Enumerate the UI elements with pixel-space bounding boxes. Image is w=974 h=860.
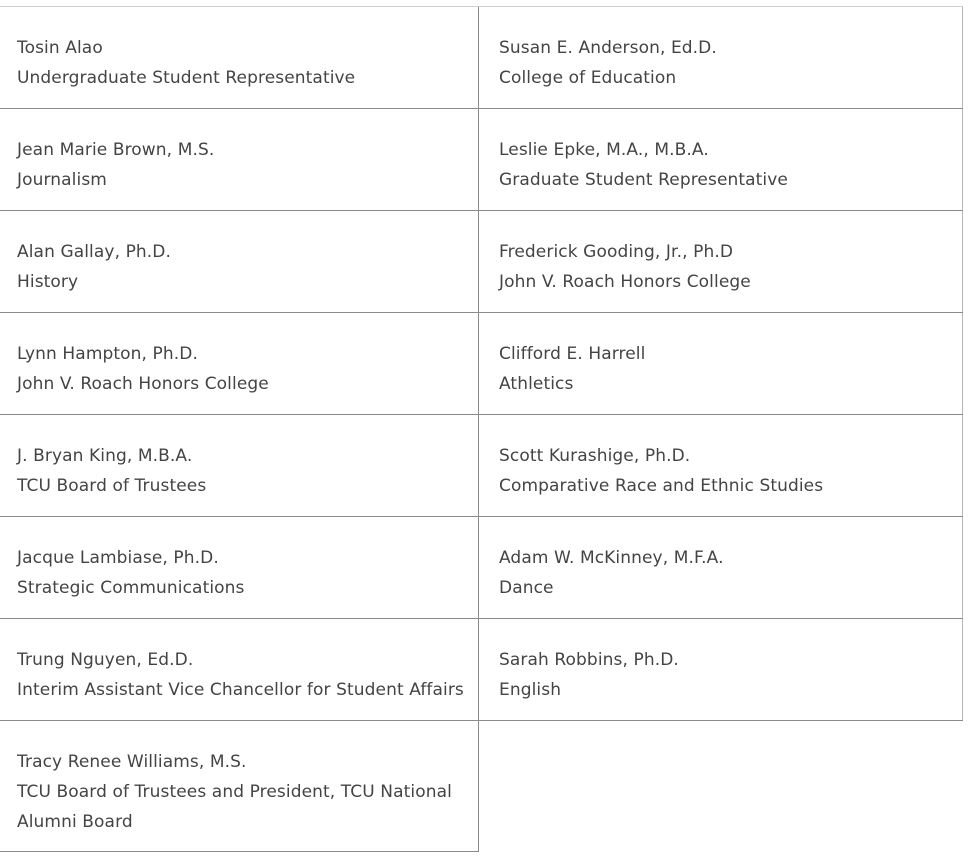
member-department: Comparative Race and Ethnic Studies — [499, 476, 824, 496]
member-name: Adam W. McKinney, M.F.A. — [499, 548, 724, 568]
member-name: Sarah Robbins, Ph.D. — [499, 650, 679, 670]
members-table — [0, 6, 963, 852]
member-name: Tracy Renee Williams, M.S. — [17, 752, 247, 772]
member-name: Frederick Gooding, Jr., Ph.D — [499, 242, 734, 262]
member-name: Trung Nguyen, Ed.D. — [17, 650, 194, 670]
member-cell — [0, 721, 479, 851]
member-name: Lynn Hampton, Ph.D. — [17, 344, 198, 364]
member-department: Dance — [499, 578, 554, 598]
member-cell — [479, 109, 963, 210]
table-row — [0, 313, 963, 415]
member-cell — [479, 415, 963, 516]
member-cell — [0, 109, 479, 210]
member-name: Tosin Alao — [17, 38, 103, 58]
member-cell — [0, 415, 479, 516]
member-cell — [0, 7, 479, 108]
member-name: Susan E. Anderson, Ed.D. — [499, 38, 717, 58]
member-department: John V. Roach Honors College — [499, 272, 751, 292]
member-department: TCU Board of Trustees and President, TCU National Alumni Board — [17, 782, 452, 832]
empty-cell — [479, 721, 963, 851]
member-cell — [0, 313, 479, 414]
member-cell — [0, 619, 479, 720]
member-department: Athletics — [499, 374, 574, 394]
member-department: History — [17, 272, 79, 292]
table-row — [0, 109, 963, 211]
member-cell — [479, 7, 963, 108]
member-cell — [479, 517, 963, 618]
member-department: Strategic Communications — [17, 578, 245, 598]
member-department: Journalism — [17, 170, 107, 190]
member-cell — [0, 211, 479, 312]
member-name: Jean Marie Brown, M.S. — [17, 140, 215, 160]
member-department: English — [499, 680, 562, 700]
member-department: TCU Board of Trustees — [17, 476, 207, 496]
member-cell — [479, 313, 963, 414]
table-row — [0, 415, 963, 517]
table-row — [0, 211, 963, 313]
table-row — [0, 721, 963, 851]
member-name: Leslie Epke, M.A., M.B.A. — [499, 140, 709, 160]
member-name: Jacque Lambiase, Ph.D. — [17, 548, 219, 568]
table-bottom-border — [0, 851, 479, 852]
member-name: Clifford E. Harrell — [499, 344, 646, 364]
member-department: Undergraduate Student Representative — [17, 68, 356, 88]
table-row — [0, 7, 963, 109]
member-department: John V. Roach Honors College — [17, 374, 269, 394]
member-cell — [479, 619, 963, 720]
member-department: Graduate Student Representative — [499, 170, 788, 190]
member-name: Scott Kurashige, Ph.D. — [499, 446, 691, 466]
member-cell — [479, 211, 963, 312]
member-name: J. Bryan King, M.B.A. — [17, 446, 193, 466]
member-cell — [0, 517, 479, 618]
member-department: Interim Assistant Vice Chancellor for Student Affairs — [17, 680, 464, 700]
table-row — [0, 619, 963, 721]
member-department: College of Education — [499, 68, 677, 88]
table-row — [0, 517, 963, 619]
member-name: Alan Gallay, Ph.D. — [17, 242, 171, 262]
